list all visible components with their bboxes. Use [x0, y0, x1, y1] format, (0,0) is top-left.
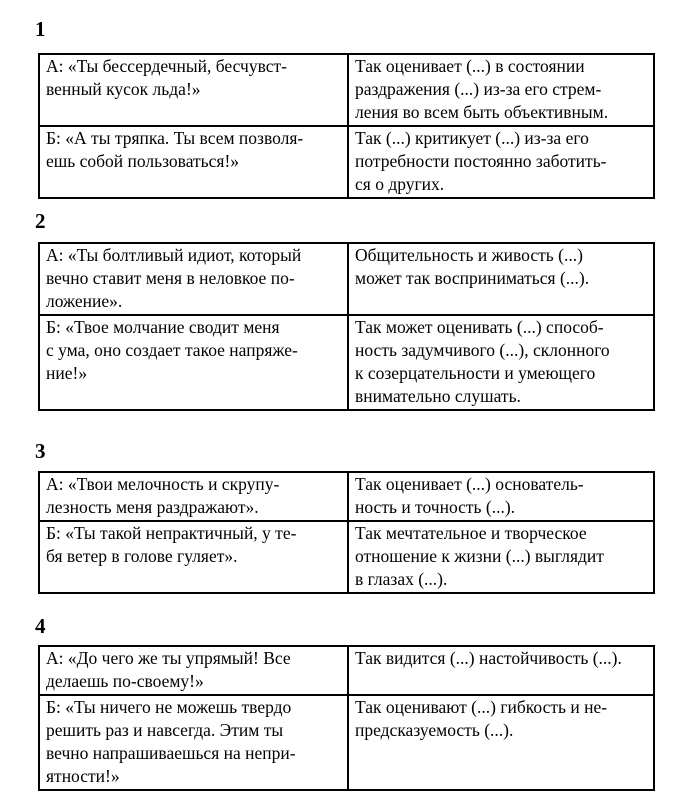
text-line: Б: «Ты ничего не можешь твердо	[46, 697, 292, 717]
table-row	[39, 243, 654, 315]
section-2	[38, 242, 643, 411]
text-line: А: «Твои мелочность и скрупу-	[46, 474, 280, 494]
text-line: Б: «Ты такой непрактичный, у те-	[46, 523, 297, 543]
dialogue-table-1	[38, 53, 655, 199]
text-line: Б: «А ты тряпка. Ты всем позволя-	[46, 128, 304, 148]
text-line: А: «Ты бессердечный, бесчувст-	[46, 56, 288, 76]
text-line: бя ветер в голове гуляет».	[46, 546, 238, 566]
text-line: ления во всем быть объективным.	[355, 102, 609, 122]
interpretation-cell	[348, 521, 654, 593]
text-line: ся о других.	[355, 174, 445, 194]
table-row	[39, 521, 654, 593]
text-line: раздражения (...) из-за его стрем-	[355, 79, 602, 99]
statement-cell	[39, 315, 348, 410]
interpretation-cell	[348, 472, 654, 521]
text-line: Так может оценивать (...) способ-	[355, 317, 604, 337]
text-line: А: «До чего же ты упрямый! Все	[46, 648, 291, 668]
statement-cell	[39, 521, 348, 593]
section-number-1: 1	[35, 17, 46, 41]
text-line: венный кусок льда!»	[46, 79, 201, 99]
interpretation-cell	[348, 126, 654, 198]
text-line: предсказуемость (...).	[355, 720, 514, 740]
text-line: с ума, оно создает такое напряже-	[46, 340, 298, 360]
text-line: Так оценивает (...) основатель-	[355, 474, 584, 494]
table-row	[39, 646, 654, 695]
text-line: ятности!»	[46, 766, 120, 786]
text-line: А: «Ты болтливый идиот, который	[46, 245, 302, 265]
interpretation-cell	[348, 54, 654, 126]
text-line: в глазах (...).	[355, 569, 448, 589]
text-line: ложение».	[46, 291, 123, 311]
table-row	[39, 472, 654, 521]
table-row	[39, 695, 654, 790]
section-1	[38, 53, 643, 199]
dialogue-table-4	[38, 645, 655, 791]
text-line: потребности постоянно заботить-	[355, 151, 607, 171]
dialogue-table-2	[38, 242, 655, 411]
interpretation-cell	[348, 695, 654, 790]
text-line: к созерцательности и умеющего	[355, 363, 596, 383]
statement-cell	[39, 646, 348, 695]
statement-cell	[39, 472, 348, 521]
text-line: ность задумчивого (...), склонного	[355, 340, 610, 360]
section-number-2: 2	[35, 209, 46, 233]
text-line: Так оценивают (...) гибкость и не-	[355, 697, 608, 717]
statement-cell	[39, 126, 348, 198]
text-line: ние!»	[46, 363, 88, 383]
section-4	[38, 645, 643, 791]
text-line: делаешь по-своему!»	[46, 671, 204, 691]
text-line: вечно ставит меня в неловкое по-	[46, 268, 295, 288]
statement-cell	[39, 695, 348, 790]
interpretation-cell	[348, 243, 654, 315]
interpretation-cell	[348, 646, 654, 695]
text-line: ность и точность (...).	[355, 497, 516, 517]
table-row	[39, 126, 654, 198]
statement-cell	[39, 243, 348, 315]
text-line: отношение к жизни (...) выглядит	[355, 546, 604, 566]
interpretation-cell	[348, 315, 654, 410]
statement-cell	[39, 54, 348, 126]
dialogue-table-3	[38, 471, 655, 594]
text-line: Так видится (...) настойчивость (...).	[355, 648, 622, 668]
text-line: вечно напрашиваешься на непри-	[46, 743, 296, 763]
section-3	[38, 471, 643, 594]
section-number-4: 4	[35, 614, 46, 638]
text-line: Так мечтательное и творческое	[355, 523, 587, 543]
table-row	[39, 315, 654, 410]
table-row	[39, 54, 654, 126]
section-number-3: 3	[35, 439, 46, 463]
text-line: внимательно слушать.	[355, 386, 521, 406]
text-line: может так восприниматься (...).	[355, 268, 590, 288]
text-line: Так оценивает (...) в состоянии	[355, 56, 585, 76]
text-line: Общительность и живость (...)	[355, 245, 583, 265]
text-line: решить раз и навсегда. Этим ты	[46, 720, 284, 740]
text-line: ешь собой пользоваться!»	[46, 151, 240, 171]
text-line: Так (...) критикует (...) из-за его	[355, 128, 589, 148]
text-line: Б: «Твое молчание сводит меня	[46, 317, 280, 337]
text-line: лезность меня раздражают».	[46, 497, 259, 517]
